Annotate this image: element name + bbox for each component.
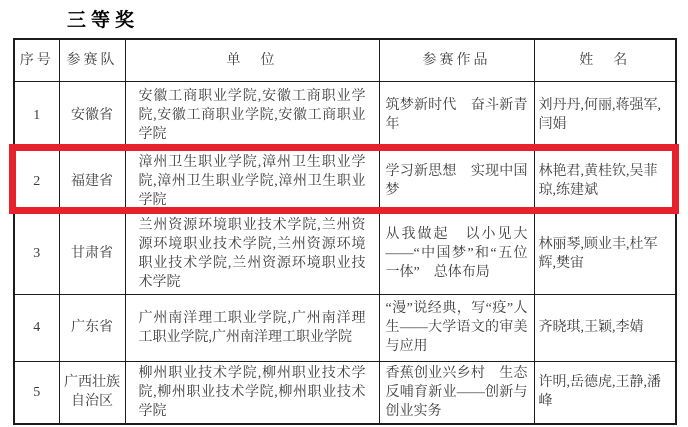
table-row — [14, 361, 676, 424]
cell-unit: 柳州职业技术学院,柳州职业技术学院,柳州职业技术学院,柳州职业技术学院 — [125, 361, 379, 424]
page-title: 三等奖 — [67, 10, 140, 31]
cell-seq: 4 — [14, 294, 59, 361]
cell-seq: 1 — [14, 81, 59, 149]
table-row — [14, 294, 676, 361]
cell-work: 学习新思想 实现中国梦 — [379, 149, 534, 213]
col-header-work: 参赛作品 — [379, 39, 534, 81]
cell-names: 许明,岳德虎,王静,潘峰 — [534, 361, 676, 424]
cell-unit: 安徽工商职业学院,安徽工商职业学院,安徽工商职业学院,安徽工商职业学院 — [125, 81, 379, 149]
cell-unit: 漳州卫生职业学院,漳州卫生职业学院,漳州卫生职业学院,漳州卫生职业学院 — [125, 149, 379, 213]
cell-seq: 3 — [14, 213, 59, 294]
cell-names: 齐晓琪,王颖,李婧 — [534, 294, 676, 361]
table-row — [14, 81, 676, 149]
cell-seq: 2 — [14, 149, 59, 213]
col-header-names: 姓 名 — [534, 39, 676, 81]
col-header-unit: 单 位 — [125, 39, 379, 81]
cell-team: 安徽省 — [59, 81, 125, 149]
cell-names: 刘丹丹,何丽,蒋强军,闫娟 — [534, 81, 676, 149]
col-header-seq: 序号 — [14, 39, 59, 81]
cell-work: 香蕉创业兴乡村 生态反哺育新业——创新与创业实务 — [379, 361, 534, 424]
awards-table — [13, 38, 677, 425]
cell-team: 广东省 — [59, 294, 125, 361]
col-header-team: 参赛队 — [59, 39, 125, 81]
cell-seq: 5 — [14, 361, 59, 424]
cell-work: “漫”说经典，写“疫”人生——大学语文的审美与应用 — [379, 294, 534, 361]
cell-work: 从我做起 以小见大——“中国梦”和“五位一体” 总体布局 — [379, 213, 534, 294]
cell-team: 甘肃省 — [59, 213, 125, 294]
cell-unit: 兰州资源环境职业技术学院,兰州资源环境职业技术学院,兰州资源环境职业技术学院,兰州资源环境职业技术学院 — [125, 213, 379, 294]
table-header-row — [14, 39, 676, 81]
cell-team: 福建省 — [59, 149, 125, 213]
cell-unit: 广州南洋理工职业学院,广州南洋理工职业学院,广州南洋理工职业学院 — [125, 294, 379, 361]
table-row — [14, 213, 676, 294]
table-row-highlighted — [14, 149, 676, 213]
cell-names: 林丽琴,顾业丰,杜军辉,樊宙 — [534, 213, 676, 294]
cell-names: 林艳君,黄桂钦,吴菲琼,练建斌 — [534, 149, 676, 213]
cell-work: 筑梦新时代 奋斗新青年 — [379, 81, 534, 149]
cell-team: 广西壮族自治区 — [59, 361, 125, 424]
